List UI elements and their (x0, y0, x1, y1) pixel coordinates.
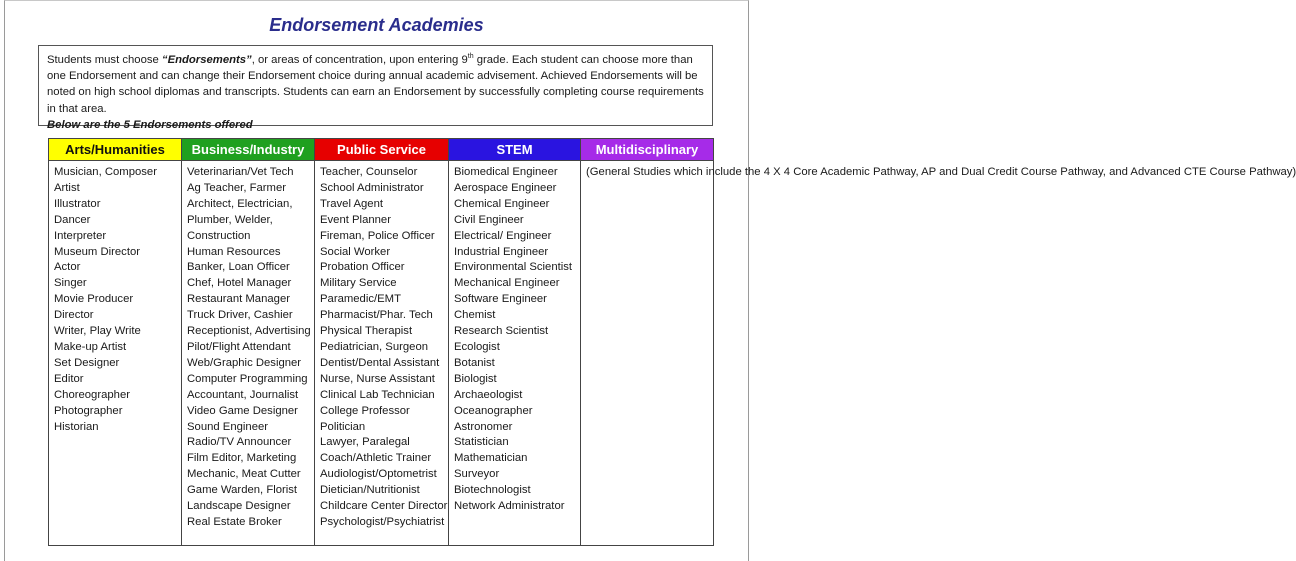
career-item: Psychologist/Psychiatrist (320, 515, 445, 528)
career-item: Pharmacist/Phar. Tech (320, 309, 433, 322)
career-item: Research Scientist (454, 325, 549, 338)
column-multidisciplinary (581, 161, 1296, 546)
career-item: Chemist (454, 309, 496, 322)
column-business (182, 161, 315, 546)
career-item: School Administrator (320, 181, 424, 194)
career-item: Human Resources (187, 245, 281, 258)
career-item: Make-up Artist (54, 340, 127, 353)
career-item: Dentist/Dental Assistant (320, 356, 440, 369)
career-item: Mechanical Engineer (454, 277, 560, 290)
career-item: Surveyor (454, 468, 500, 481)
career-item: Childcare Center Director (320, 500, 448, 513)
career-item: Mechanic, Meat Cutter (187, 468, 301, 481)
career-item: Historian (54, 420, 99, 433)
career-item: Illustrator (54, 197, 101, 210)
career-item: Oceanographer (454, 404, 533, 417)
career-item: Dancer (54, 213, 91, 226)
career-item: Landscape Designer (187, 500, 291, 513)
career-item: Aerospace Engineer (454, 181, 557, 194)
career-item: (General Studies which include the 4 X 4 Core Academic Pathway, AP and Dual Credit Course Pathway, and Advanced CTE Course Pathway) (586, 166, 1296, 178)
career-item: Audiologist/Optometrist (320, 468, 437, 481)
career-item: Chemical Engineer (454, 197, 550, 210)
career-item: Pilot/Flight Attendant (187, 340, 291, 353)
intro-offered-line: Below are the 5 Endorsements offered (47, 118, 253, 131)
career-item: Biologist (454, 372, 497, 385)
career-item: Museum Director (54, 245, 141, 258)
career-item: Film Editor, Marketing (187, 452, 297, 465)
career-item: Paramedic/EMT (320, 293, 401, 306)
career-item: Software Engineer (454, 293, 547, 306)
career-item: Choreographer (54, 388, 130, 401)
career-item: College Professor (320, 404, 410, 417)
content-row (49, 161, 714, 546)
career-item: Astronomer (454, 420, 513, 433)
career-item: Movie Producer (54, 293, 134, 306)
column-arts (49, 161, 182, 546)
header-row (49, 139, 714, 161)
career-item: Industrial Engineer (454, 245, 549, 258)
career-item: Set Designer (54, 356, 120, 369)
career-item: Lawyer, Paralegal (320, 436, 410, 449)
career-item: Writer, Play Write (54, 325, 141, 338)
career-item: Pediatrician, Surgeon (320, 340, 429, 353)
page-title: Endorsement Academies (269, 15, 484, 35)
career-item: Construction (187, 229, 251, 242)
career-item: Event Planner (320, 213, 391, 226)
career-item: Fireman, Police Officer (320, 229, 435, 242)
career-item: Archaeologist (454, 388, 523, 401)
intro-emphasis: “Endorsements” (161, 54, 252, 66)
career-item: Banker, Loan Officer (187, 261, 290, 274)
career-item: Artist (54, 181, 80, 194)
career-item: Restaurant Manager (187, 293, 290, 306)
career-item: Plumber, Welder, (187, 213, 273, 226)
career-item: Nurse, Nurse Assistant (320, 372, 435, 385)
career-item: Clinical Lab Technician (320, 388, 435, 401)
career-item: Environmental Scientist (454, 261, 573, 274)
intro-superscript: th (467, 53, 474, 61)
career-item: Receptionist, Advertising (187, 325, 311, 338)
career-item: Interpreter (54, 229, 107, 242)
career-item: Computer Programming (187, 372, 308, 385)
document-page (4, 0, 1296, 561)
header-public-service: Public Service (315, 139, 449, 161)
career-item: Social Worker (320, 245, 391, 258)
column-stem (449, 161, 581, 546)
column-public-service (315, 161, 449, 546)
career-item: Video Game Designer (187, 404, 298, 417)
career-item: Chef, Hotel Manager (187, 277, 292, 290)
intro-text-3: grade. Each student can choose more than one Endorsement and can change their Endorsement choice during annual academic advisement. Achieved Endorsements will be noted on high school diplomas and transcripts. Students can earn an Endorsement by successfully completing course requirements in that area. (47, 54, 704, 115)
career-item: Teacher, Counselor (320, 166, 418, 178)
career-item: Real Estate Broker (187, 515, 282, 528)
career-item: Travel Agent (320, 197, 384, 210)
header-business: Business/Industry (182, 139, 315, 161)
career-item: Actor (54, 261, 81, 274)
career-item: Web/Graphic Designer (187, 356, 302, 369)
career-item: Editor (54, 372, 84, 385)
career-item: Accountant, Journalist (187, 388, 299, 401)
career-item: Civil Engineer (454, 213, 524, 226)
intro-text-2: , or areas of concentration, upon entering 9 (251, 54, 468, 66)
career-item: Sound Engineer (187, 420, 269, 433)
career-item: Mathematician (454, 452, 528, 465)
career-item: Photographer (54, 404, 123, 417)
career-item: Radio/TV Announcer (187, 436, 292, 449)
career-item: Coach/Athletic Trainer (320, 452, 432, 465)
career-item: Probation Officer (320, 261, 405, 274)
career-item: Director (54, 309, 94, 322)
career-item: Military Service (320, 277, 397, 290)
career-item: Singer (54, 277, 87, 290)
endorsement-table (48, 138, 1296, 546)
header-arts: Arts/Humanities (49, 139, 182, 161)
career-item: Ecologist (454, 340, 500, 353)
career-item: Truck Driver, Cashier (187, 309, 293, 322)
header-multidisciplinary: Multidisciplinary (581, 139, 714, 161)
career-item: Botanist (454, 356, 495, 369)
career-item: Biomedical Engineer (454, 166, 558, 178)
career-item: Electrical/ Engineer (454, 229, 552, 242)
career-item: Architect, Electrician, (187, 197, 293, 210)
career-item: Statistician (454, 436, 509, 449)
career-item: Veterinarian/Vet Tech (187, 166, 294, 178)
career-item: Biotechnologist (454, 484, 531, 497)
intro-paragraph (38, 45, 713, 131)
career-item: Network Administrator (454, 500, 565, 513)
header-stem: STEM (449, 139, 581, 161)
career-item: Physical Therapist (320, 325, 413, 338)
career-item: Politician (320, 420, 366, 433)
career-item: Dietician/Nutritionist (320, 484, 420, 497)
career-item: Musician, Composer (54, 166, 157, 178)
career-item: Game Warden, Florist (187, 484, 298, 497)
intro-text-1: Students must choose (47, 54, 162, 66)
career-item: Ag Teacher, Farmer (187, 181, 286, 194)
